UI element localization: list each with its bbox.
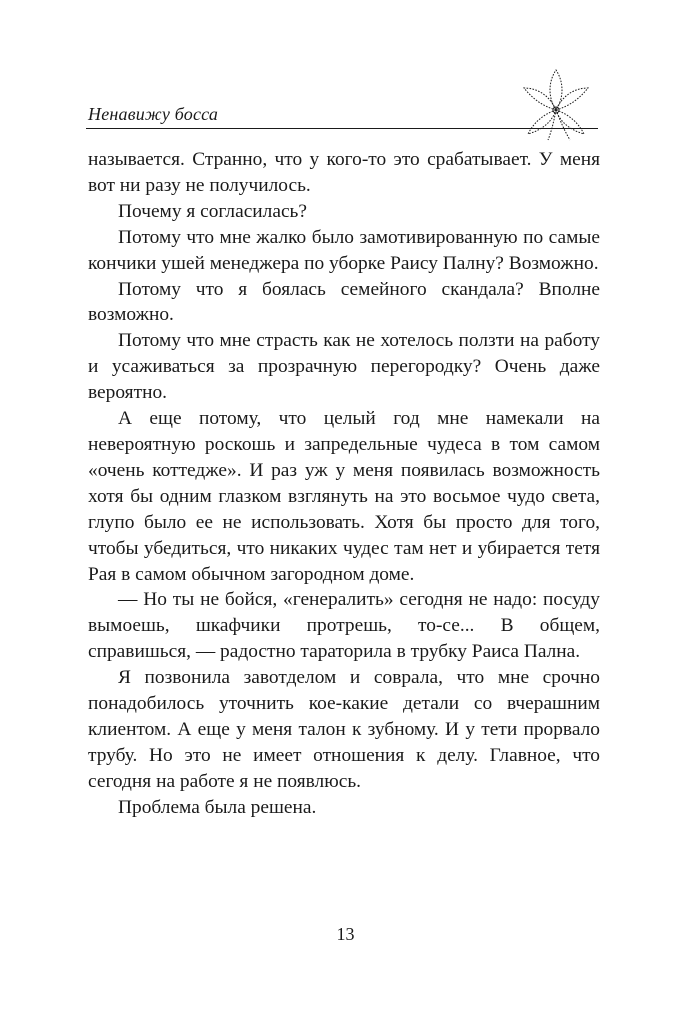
paragraph-6: А еще потому, что целый год мне намекали на невероятную роскошь и запредельные чудеса в том самом «очень коттедже». И раз уж у меня появилась возможность хотя бы одним глазком взглянуть на это восьмое чудо света, глупо было ее не использовать. Хотя бы просто для того, чтобы убедиться, что никаких чудес там нет и убирается тетя Рая в самом обычном загородном доме. bbox=[88, 408, 600, 585]
page-number: 13 bbox=[336, 924, 355, 944]
paragraph-5: Потому что мне страсть как не хотелось ползти на работу и усаживаться за прозрачную перегородку? Очень даже вероятно. bbox=[88, 330, 600, 404]
paragraph-1: называется. Странно, что у кого-то это срабатывает. У меня вот ни разу не получилось. bbox=[88, 149, 600, 196]
flower-icon bbox=[514, 62, 598, 146]
body-text bbox=[88, 147, 600, 821]
paragraph-8: Я позвонила завотделом и соврала, что мне срочно понадобилось уточнить кое-какие детали со вчерашним клиентом. А еще у меня талон к зубному. И у тети прорвало трубу. Но это не имеет отношения к делу. Главное, что сегодня на работе я не появлюсь. bbox=[88, 667, 600, 792]
paragraph-3: Потому что мне жалко было замотивированную по самые кончики ушей менеджера по уборке Раису Палну? Возможно. bbox=[88, 226, 600, 274]
paragraph-2: Почему я согласилась? bbox=[118, 200, 308, 222]
running-title: Ненавижу босса bbox=[88, 104, 219, 124]
paragraph-7: — Но ты не бойся, «генералить» сегодня не надо: посуду вымоешь, шкафчики протрешь, то-се... В общем, справишься, — радостно тараторила в трубку Раиса Пална. bbox=[88, 589, 600, 663]
paragraph-9: Проблема была решена. bbox=[118, 796, 317, 818]
paragraph-4: Потому что я боялась семейного скандала? Вполне возможно. bbox=[88, 278, 600, 326]
header-rule bbox=[86, 128, 598, 129]
